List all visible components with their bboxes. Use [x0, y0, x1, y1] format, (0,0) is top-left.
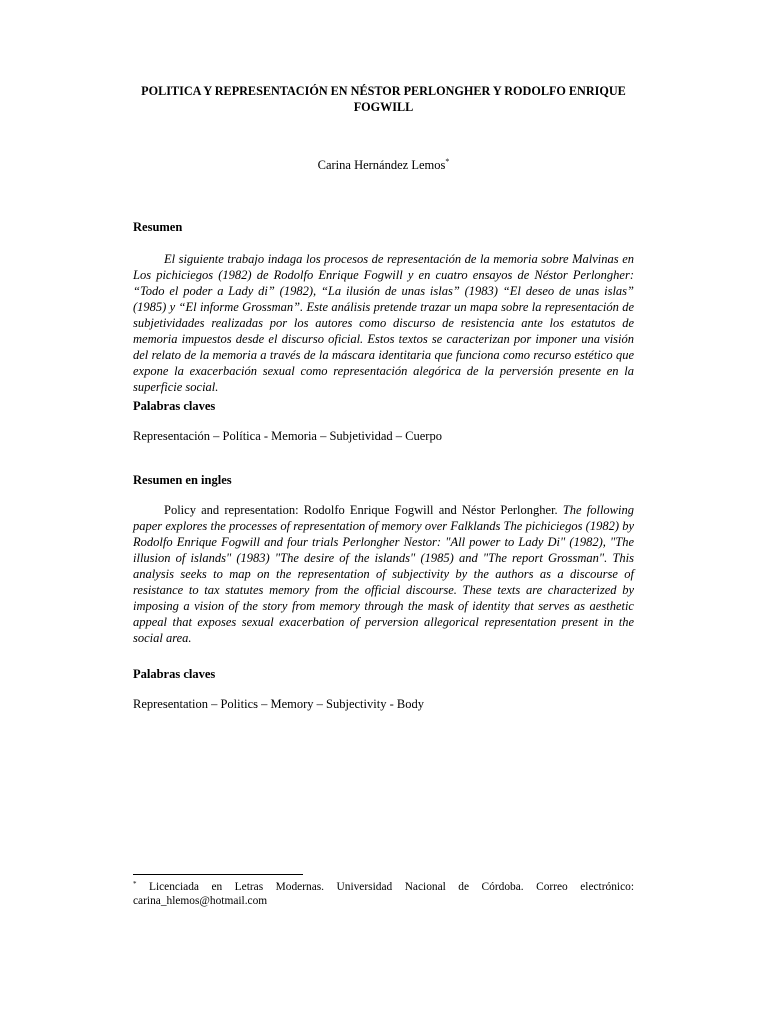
resumen-ingles-text: The following paper explores the processes of representation of memory over Falklands The pichiciegos (1982) by Rodolfo Enrique Fogwill and four trials Perlongher Nestor: "All power to Lady Di" (1982), "The illusion of islands" (1983) "The desire of the islands" (1985) and "The report Grossman". This analysis seeks to map on the representation of subjectivity by the authors as a discourse of resistance to tax statutes memory from the official discourse. These texts are characterized by imposing a vision of the story from memory through the mask of identity that serves as aesthetic appeal that exposes sexual exacerbation of perversion allegorical representation present in the social area. [133, 503, 634, 645]
footnote-mark: * [133, 880, 137, 888]
resumen-ingles-lead: Policy and representation: Rodolfo Enrique Fogwill and Néstor Perlongher. [164, 503, 558, 517]
footnote-separator [133, 874, 303, 875]
resumen-heading: Resumen [133, 220, 183, 234]
author-line [132, 157, 635, 174]
author-footnote-mark: * [445, 157, 450, 166]
keywords-heading: Palabras claves [133, 667, 216, 681]
footnote-text: Licenciada en Letras Modernas. Universidad Nacional de Córdoba. Correo electrónico: carina_hlemos@hotmail.com [133, 881, 634, 907]
paper-title: POLITICA Y REPRESENTACIÓN EN NÉSTOR PERLONGHER Y RODOLFO ENRIQUE FOGWILL [141, 84, 626, 114]
author-name: Carina Hernández Lemos [317, 158, 446, 172]
resumen-body: El siguiente trabajo indaga los procesos de representación de la memoria sobre Malvinas en Los pichiciegos (1982) de Rodolfo Enrique Fogwill y en cuatro ensayos de Néstor Perlongher: “Todo el poder a Lady di” (1982), “La ilusión de unas islas” (1983) “El deseo de unas islas” (1985) y “El informe Grossman”. Este análisis pretende trazar un mapa sobre la representación de subjetividades realizadas por los autores como discurso de resistencia ante los estatutos de memoria impuestos desde el discurso oficial. Estos textos se caracterizan por imponer una visión del relato de la memoria a través de la máscara identitaria que funciona como recurso estético que expone la exacerbación sexual como representación alegórica de la perversión presente en la superficie social. [133, 252, 634, 394]
resumen-ingles-heading: Resumen en ingles [133, 473, 232, 487]
keywords-list: Representation – Politics – Memory – Subjectivity - Body [133, 697, 424, 711]
palabras-claves-list: Representación – Política - Memoria – Subjetividad – Cuerpo [133, 429, 442, 443]
footnote [133, 880, 634, 908]
resumen-ingles-body [133, 502, 634, 646]
palabras-claves-heading: Palabras claves [133, 399, 216, 413]
